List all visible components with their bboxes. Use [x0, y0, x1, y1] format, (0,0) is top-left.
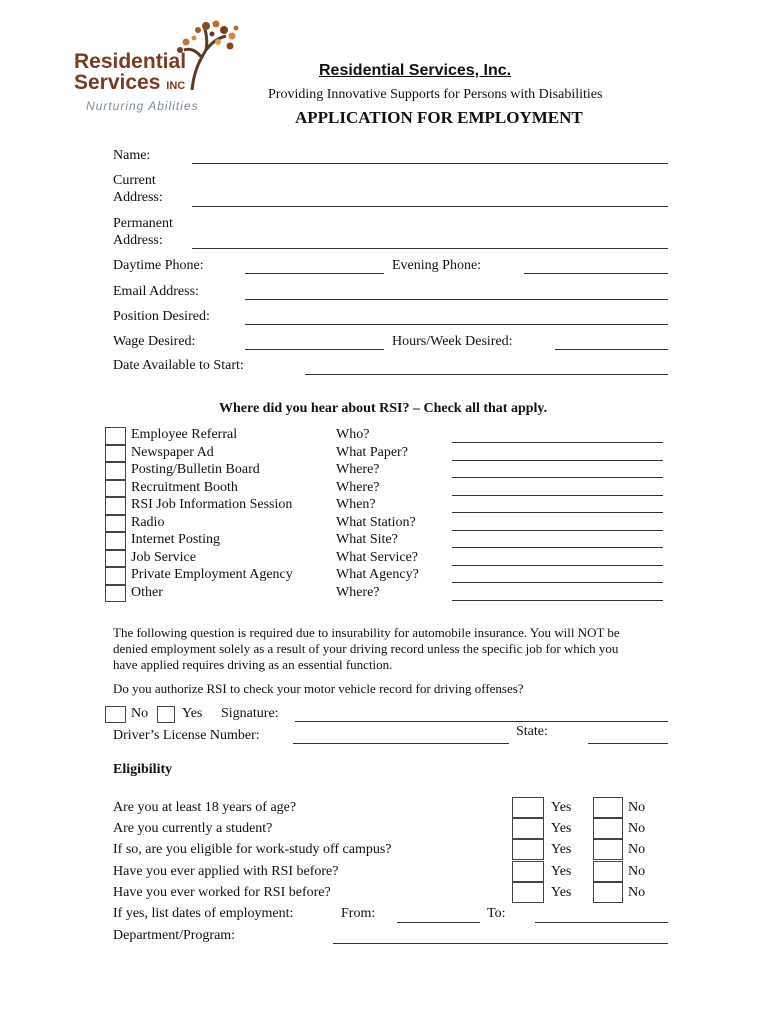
company-logo: [74, 20, 234, 115]
yes-label: Yes: [182, 706, 203, 721]
eligibility-no-label: No: [628, 885, 646, 900]
referral-question-label: What Agency?: [336, 567, 419, 582]
referral-checkbox[interactable]: [105, 585, 126, 603]
from-label: From:: [341, 906, 376, 921]
department-input-line[interactable]: [333, 943, 668, 944]
eligibility-heading: Eligibility: [113, 762, 173, 777]
from-input-line[interactable]: [397, 922, 480, 923]
referral-checkbox[interactable]: [105, 515, 126, 533]
eligibility-yes-checkbox[interactable]: [512, 882, 544, 903]
eligibility-no-label: No: [628, 842, 646, 857]
referral-question-label: Where?: [336, 584, 380, 600]
referral-question-label: What Service?: [336, 549, 419, 565]
eligibility-yes-label: Yes: [551, 800, 572, 815]
referral-source-label: Other: [131, 584, 163, 600]
daytime-phone-input-line[interactable]: [245, 273, 384, 274]
referral-checkbox[interactable]: [105, 480, 126, 498]
department-label: Department/Program:: [113, 928, 236, 943]
referral-source-label: Job Service: [131, 549, 196, 565]
referral-checkbox[interactable]: [105, 462, 126, 480]
referral-source-label: Recruitment Booth: [131, 479, 238, 495]
eligibility-no-label: No: [628, 864, 646, 879]
logo-tagline: Nurturing Abilities: [86, 99, 199, 113]
eligibility-no-label: No: [628, 800, 646, 815]
company-name: Residential Services, Inc.: [319, 62, 512, 79]
eligibility-no-checkbox[interactable]: [593, 882, 623, 903]
position-label: Position Desired:: [113, 309, 210, 324]
referral-answer-line[interactable]: [452, 460, 663, 461]
date-available-input-line[interactable]: [305, 374, 668, 375]
eligibility-question: Are you currently a student?: [113, 821, 273, 836]
referral-question-label: When?: [336, 497, 376, 512]
hours-input-line[interactable]: [555, 349, 668, 350]
logo-name-line1: Residential: [74, 50, 187, 73]
referral-checkbox[interactable]: [105, 532, 126, 550]
email-label: Email Address:: [113, 284, 199, 299]
eligibility-no-checkbox[interactable]: [593, 797, 623, 818]
driving-notice-line1: The following question is required due to insurability for automobile insurance. You will NOT be: [113, 625, 620, 640]
date-available-label: Date Available to Start:: [113, 358, 244, 373]
name-input-line[interactable]: [192, 163, 668, 164]
no-label: No: [131, 706, 149, 721]
eligibility-yes-checkbox[interactable]: [512, 861, 544, 882]
eligibility-yes-label: Yes: [551, 885, 572, 900]
driving-notice-line3: have applied requires driving as an essential function.: [113, 657, 393, 672]
referral-source-label: Internet Posting: [131, 532, 221, 547]
referral-answer-line[interactable]: [452, 442, 663, 443]
yes-checkbox[interactable]: [157, 706, 175, 723]
referral-checkbox[interactable]: [105, 445, 126, 463]
position-input-line[interactable]: [245, 324, 668, 325]
permanent-address-label-2: Address:: [113, 233, 163, 248]
permanent-address-input-line[interactable]: [192, 248, 668, 249]
license-input-line[interactable]: [293, 743, 509, 744]
referral-checkbox[interactable]: [105, 427, 126, 445]
logo-inc: INC: [166, 80, 186, 92]
eligibility-question: Have you ever applied with RSI before?: [113, 864, 339, 879]
referral-answer-line[interactable]: [452, 547, 663, 548]
logo-name-line2: [74, 71, 185, 95]
to-input-line[interactable]: [535, 922, 668, 923]
referral-heading: Where did you hear about RSI? – Check all that apply.: [219, 401, 548, 416]
state-input-line[interactable]: [588, 743, 668, 744]
email-input-line[interactable]: [245, 299, 668, 300]
eligibility-yes-checkbox[interactable]: [512, 839, 544, 860]
eligibility-yes-label: Yes: [551, 842, 572, 857]
wage-input-line[interactable]: [245, 349, 384, 350]
referral-answer-line[interactable]: [452, 495, 663, 496]
referral-question-label: Where?: [336, 462, 380, 477]
permanent-address-label-1: Permanent: [113, 216, 173, 231]
driving-question: Do you authorize RSI to check your motor vehicle record for driving offenses?: [113, 681, 524, 696]
referral-question-label: Who?: [336, 427, 370, 442]
company-subtitle: Providing Innovative Supports for Persons with Disabilities: [268, 87, 603, 102]
no-checkbox[interactable]: [105, 706, 126, 723]
license-label: Driver’s License Number:: [113, 728, 260, 743]
state-label: State:: [516, 724, 548, 739]
referral-source-label: Radio: [131, 514, 165, 530]
referral-answer-line[interactable]: [452, 477, 663, 478]
dates-employment-label: If yes, list dates of employment:: [113, 906, 294, 921]
referral-answer-line[interactable]: [452, 512, 663, 513]
eligibility-yes-label: Yes: [551, 821, 572, 836]
referral-source-label: Posting/Bulletin Board: [131, 462, 260, 477]
evening-phone-input-line[interactable]: [524, 273, 668, 274]
form-title: APPLICATION FOR EMPLOYMENT: [295, 108, 583, 127]
logo-services: Services: [74, 71, 161, 94]
referral-answer-line[interactable]: [452, 582, 663, 583]
referral-answer-line[interactable]: [452, 600, 663, 601]
wage-label: Wage Desired:: [113, 334, 196, 349]
name-label: Name:: [113, 148, 151, 163]
eligibility-yes-checkbox[interactable]: [512, 797, 544, 818]
referral-answer-line[interactable]: [452, 530, 663, 531]
eligibility-no-checkbox[interactable]: [593, 861, 623, 882]
eligibility-yes-label: Yes: [551, 864, 572, 879]
referral-question-label: What Site?: [336, 532, 398, 547]
referral-question-label: What Station?: [336, 514, 416, 530]
signature-label: Signature:: [221, 706, 279, 721]
referral-source-label: Private Employment Agency: [131, 567, 293, 582]
current-address-input-line[interactable]: [192, 206, 668, 207]
referral-answer-line[interactable]: [452, 565, 663, 566]
eligibility-no-label: No: [628, 821, 646, 836]
eligibility-question: If so, are you eligible for work-study off campus?: [113, 842, 392, 857]
referral-checkbox[interactable]: [105, 497, 126, 515]
referral-source-label: Employee Referral: [131, 427, 238, 442]
referral-source-label: Newspaper Ad: [131, 444, 214, 460]
eligibility-no-checkbox[interactable]: [593, 818, 623, 839]
evening-phone-label: Evening Phone:: [392, 258, 482, 273]
eligibility-yes-checkbox[interactable]: [512, 818, 544, 839]
referral-source-label: RSI Job Information Session: [131, 497, 293, 512]
to-label: To:: [487, 906, 506, 921]
eligibility-question: Are you at least 18 years of age?: [113, 800, 297, 815]
eligibility-no-checkbox[interactable]: [593, 839, 623, 860]
hours-label: Hours/Week Desired:: [392, 334, 513, 349]
referral-checkbox[interactable]: [105, 550, 126, 568]
referral-question-label: Where?: [336, 479, 380, 495]
referral-question-label: What Paper?: [336, 444, 408, 460]
eligibility-question: Have you ever worked for RSI before?: [113, 885, 331, 900]
current-address-label-2: Address:: [113, 190, 163, 205]
driving-notice-line2: denied employment solely as a result of your driving record unless the specific job for which you: [113, 641, 619, 656]
referral-checkbox[interactable]: [105, 567, 126, 585]
signature-input-line[interactable]: [295, 721, 668, 722]
daytime-phone-label: Daytime Phone:: [113, 258, 204, 273]
current-address-label-1: Current: [113, 173, 156, 188]
